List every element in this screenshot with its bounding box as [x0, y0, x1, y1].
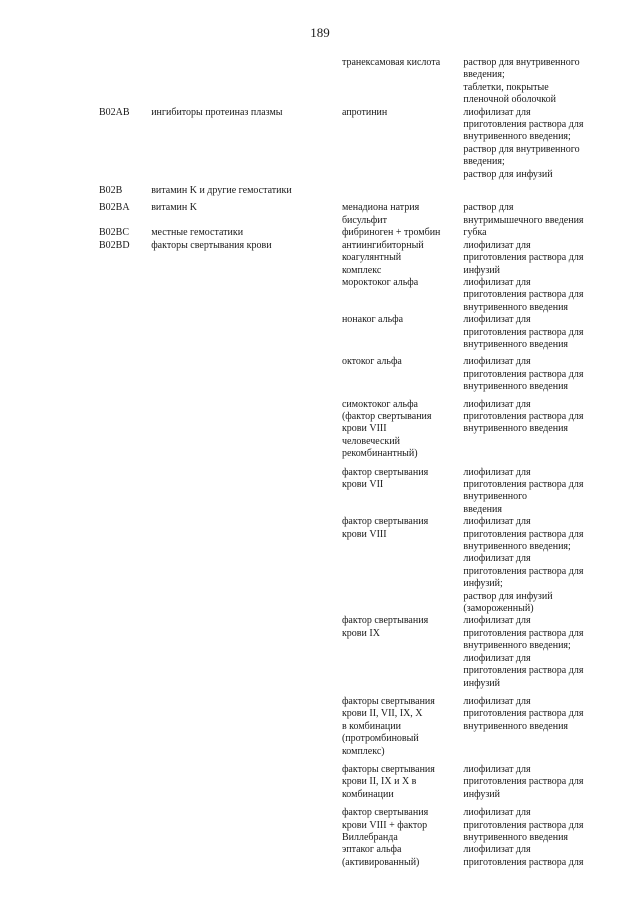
group-name-cell: местные гемостатики — [151, 227, 244, 239]
drug-name-cell: нонаког альфа — [341, 314, 404, 326]
atc-code-cell — [99, 615, 151, 695]
drug-name-cell: факторы свертывания крови II, IX и X в комбинации — [341, 763, 435, 800]
table-row — [99, 516, 604, 615]
group-name-cell — [151, 807, 342, 844]
atc-code-cell — [99, 516, 151, 615]
drug-name-cell: фактор свертывания крови VII — [341, 466, 429, 490]
table-row — [99, 57, 604, 107]
atc-code-cell — [99, 807, 151, 844]
atc-code-cell — [99, 764, 151, 807]
atc-code-cell: B02BA — [99, 202, 130, 214]
atc-code-cell — [99, 399, 151, 467]
drug-name-cell: фактор свертывания крови IX — [341, 615, 429, 639]
dosage-form-cell: лиофилизат для приготовления раствора для внутривенного введения; раствор для внутривенного введения; раствор для инфузий — [463, 106, 584, 180]
drug-name-cell: апротинин — [341, 106, 388, 118]
atc-code-cell — [99, 314, 151, 356]
dosage-form-cell: лиофилизат для приготовления раствора для внутривенного введения — [463, 398, 584, 435]
group-name-cell — [151, 356, 342, 398]
atc-code-cell — [99, 356, 151, 398]
drug-name-cell: фактор свертывания крови VIII — [341, 516, 429, 540]
group-name-cell: витамин K и другие гемостатики — [151, 185, 292, 197]
drug-name-cell: мороктоког альфа — [341, 276, 419, 288]
drug-name-cell: симоктоког альфа (фактор свертывания крови VIII человеческий рекомбинантный) — [341, 398, 432, 460]
table-row — [99, 807, 604, 844]
atc-code-cell: B02B — [99, 185, 123, 197]
dosage-form-cell: лиофилизат для приготовления раствора для внутривенного введения — [463, 314, 584, 350]
table-row — [99, 356, 604, 398]
dosage-form-cell: лиофилизат для приготовления раствора для инфузий — [463, 763, 584, 800]
dosage-form-cell: лиофилизат для приготовления раствора для внутривенного введения; лиофилизат для приготовления раствора для инфузий; раствор для инфузий (замороженный) — [463, 516, 584, 615]
table-row — [99, 277, 604, 314]
drug-name-cell: октоког альфа — [341, 356, 402, 368]
drug-name-cell: транексамовая кислота — [341, 57, 441, 68]
group-name-cell — [151, 844, 342, 869]
dosage-form-cell — [463, 185, 604, 202]
atc-code-cell: B02AB — [99, 106, 130, 118]
table-row — [99, 185, 604, 202]
dosage-form-cell: лиофилизат для приготовления раствора для внутривенного введения — [463, 276, 584, 313]
group-name-cell: витамин K — [151, 202, 197, 214]
table-row — [99, 764, 604, 807]
dosage-form-cell: лиофилизат для приготовления раствора для внутривенного введения; лиофилизат для приготовления раствора для инфузий — [463, 615, 584, 689]
page-number: 189 — [310, 25, 330, 40]
drug-name-cell — [342, 185, 463, 202]
drug-name-cell: факторы свертывания крови II, VII, IX, X в комбинации (протромбиновый комплекс) — [341, 695, 435, 757]
atc-code-cell — [99, 277, 151, 314]
table-row — [99, 844, 604, 869]
dosage-form-cell: раствор для внутривенного введения; таблетки, покрытые пленочной оболочкой — [463, 57, 580, 106]
group-name-cell — [151, 277, 342, 314]
dosage-form-cell: лиофилизат для приготовления раствора для внутривенного введения — [463, 356, 584, 393]
dosage-form-cell: лиофилизат для приготовления раствора для внутривенного введения — [463, 807, 584, 843]
drug-name-cell: эптаког альфа (активированный) — [341, 844, 420, 868]
table-row — [99, 399, 604, 467]
drug-name-cell: антиингибиторный коагулянтный комплекс — [341, 239, 424, 276]
dosage-form-cell: лиофилизат для приготовления раствора для внутривенного введения — [463, 466, 584, 515]
table-body — [99, 57, 604, 869]
atc-code-cell — [99, 467, 151, 517]
atc-code-cell — [99, 696, 151, 764]
dosage-form-cell: раствор для внутримышечного введения — [463, 202, 584, 226]
dosage-form-cell: лиофилизат для приготовления раствора для инфузий — [463, 239, 584, 276]
table-row — [99, 467, 604, 517]
atc-code-cell: B02BD — [99, 239, 130, 251]
table-row — [99, 227, 604, 239]
table-row — [99, 107, 604, 185]
atc-code-cell — [99, 844, 151, 869]
drug-name-cell: менадиона натрия бисульфит — [341, 202, 420, 226]
table-row — [99, 240, 604, 277]
drug-name-cell: фактор свертывания крови VIII + фактор Виллебранда — [341, 807, 429, 843]
dosage-form-cell: лиофилизат для приготовления раствора для — [463, 844, 584, 868]
table-row — [99, 202, 604, 227]
group-name-cell — [151, 696, 342, 764]
group-name-cell — [151, 57, 342, 107]
group-name-cell — [151, 764, 342, 807]
atc-code-cell — [99, 57, 151, 107]
group-name-cell — [151, 615, 342, 695]
group-name-cell: ингибиторы протеиназ плазмы — [151, 106, 283, 118]
table-row — [99, 314, 604, 356]
drug-table — [99, 57, 604, 869]
group-name-cell — [151, 516, 342, 615]
atc-code-cell: B02BC — [99, 227, 130, 239]
group-name-cell: факторы свертывания крови — [151, 239, 272, 251]
group-name-cell — [151, 399, 342, 467]
group-name-cell — [151, 467, 342, 517]
drug-name-cell: фибриноген + тромбин — [341, 227, 441, 239]
table-row — [99, 696, 604, 764]
table-row — [99, 615, 604, 695]
group-name-cell — [151, 314, 342, 356]
dosage-form-cell: лиофилизат для приготовления раствора для внутривенного введения — [463, 695, 584, 732]
dosage-form-cell: губка — [463, 227, 487, 239]
